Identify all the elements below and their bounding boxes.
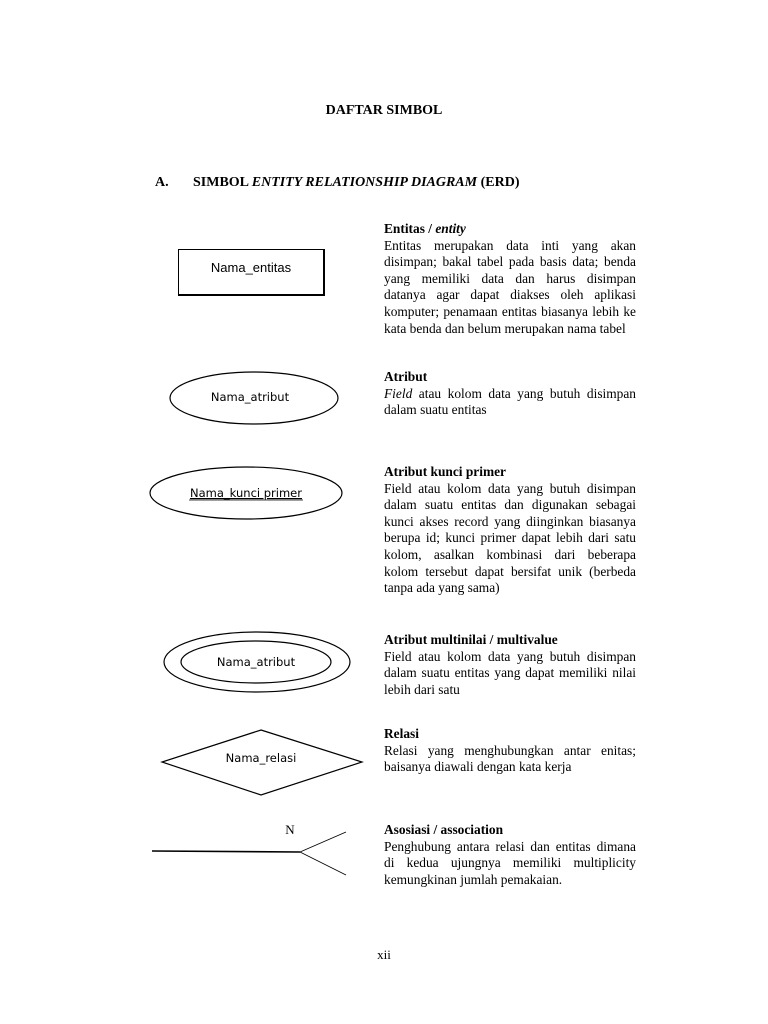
attribute-description — [384, 386, 636, 419]
attribute-symbol-label: Nama_atribut — [210, 390, 290, 404]
association-crowfoot-lower — [300, 852, 346, 875]
attribute-ellipse-symbol — [168, 370, 340, 426]
multivalue-heading: Atribut multinilai / multivalue — [384, 632, 558, 647]
association-heading: Asosiasi / association — [384, 822, 504, 837]
entity-description: Entitas merupakan data inti yang akan disimpan; bakal tabel pada basis data; benda yang memiliki data dan harus disimpan datanya agar dapat diakses oleh aplikasi komputer; penamaan entitas biasanya lebih ke kata benda dan belum merupakan nama tabel — [384, 237, 636, 336]
attribute-description-block — [384, 369, 636, 419]
multivalue-description: Field atau kolom data yang butuh disimpan dalam suatu entitas yang dapat memiliki nilai lebih dari satu — [384, 648, 636, 697]
entity-description-block — [384, 221, 636, 337]
attribute-description-italic: Field — [384, 385, 413, 401]
primary-key-description-block — [384, 464, 636, 597]
entity-heading-text: Entitas / — [384, 221, 436, 236]
association-description-block — [384, 822, 636, 888]
section-title-suffix: (ERD) — [477, 175, 520, 190]
association-multiplicity-label: N — [285, 822, 295, 837]
relation-heading: Relasi — [384, 726, 419, 741]
relation-description: Relasi yang menghubungkan antar enitas; baisanya diawali dengan kata kerja — [384, 742, 636, 775]
multivalue-symbol-label: Nama_atribut — [216, 655, 296, 669]
relation-symbol-label: Nama_relasi — [225, 751, 297, 765]
multivalue-description-block — [384, 632, 636, 698]
association-line-symbol — [150, 818, 350, 880]
attribute-description-text: atau kolom data yang butuh disimpan dalam suatu entitas — [384, 385, 636, 418]
primary-key-symbol-label: Nama_kunci primer — [190, 486, 302, 500]
attribute-heading: Atribut — [384, 369, 428, 384]
entity-heading-italic: entity — [435, 221, 466, 236]
entity-symbol-label: Nama_entitas — [210, 259, 292, 275]
primary-key-heading: Atribut kunci primer — [384, 464, 506, 479]
multivalue-double-ellipse-symbol — [162, 630, 352, 694]
page-title: DAFTAR SIMBOL — [325, 103, 443, 118]
primary-key-description: Field atau kolom data yang butuh disimpan dalam suatu entitas dan digunakan sebagai kunci akses record yang diinginkan biasanya berupa id; kunci primer dapat lebih dari satu kolom, asalkan kombinasi dari beberapa kolom tersebut dapat bersifat unik (berbeda tanpa ada yang sama) — [384, 480, 636, 596]
section-title-italic: ENTITY RELATIONSHIP DIAGRAM — [251, 175, 478, 190]
page-number: xii — [377, 947, 391, 962]
section-title-prefix: SIMBOL — [193, 175, 252, 190]
entity-heading — [384, 221, 636, 238]
section-letter: A. — [155, 175, 169, 190]
relation-diamond-symbol — [160, 728, 364, 798]
relation-description-block — [384, 726, 636, 776]
entity-rectangle-symbol — [178, 249, 325, 296]
association-crowfoot-upper — [300, 832, 346, 852]
primary-key-ellipse-symbol — [149, 466, 345, 522]
section-title — [193, 175, 519, 191]
association-line — [152, 851, 300, 852]
association-description: Penghubung antara relasi dan entitas dimana di kedua ujungnya memiliki multiplicity kemungkinan jumlah pemakaian. — [384, 838, 636, 887]
